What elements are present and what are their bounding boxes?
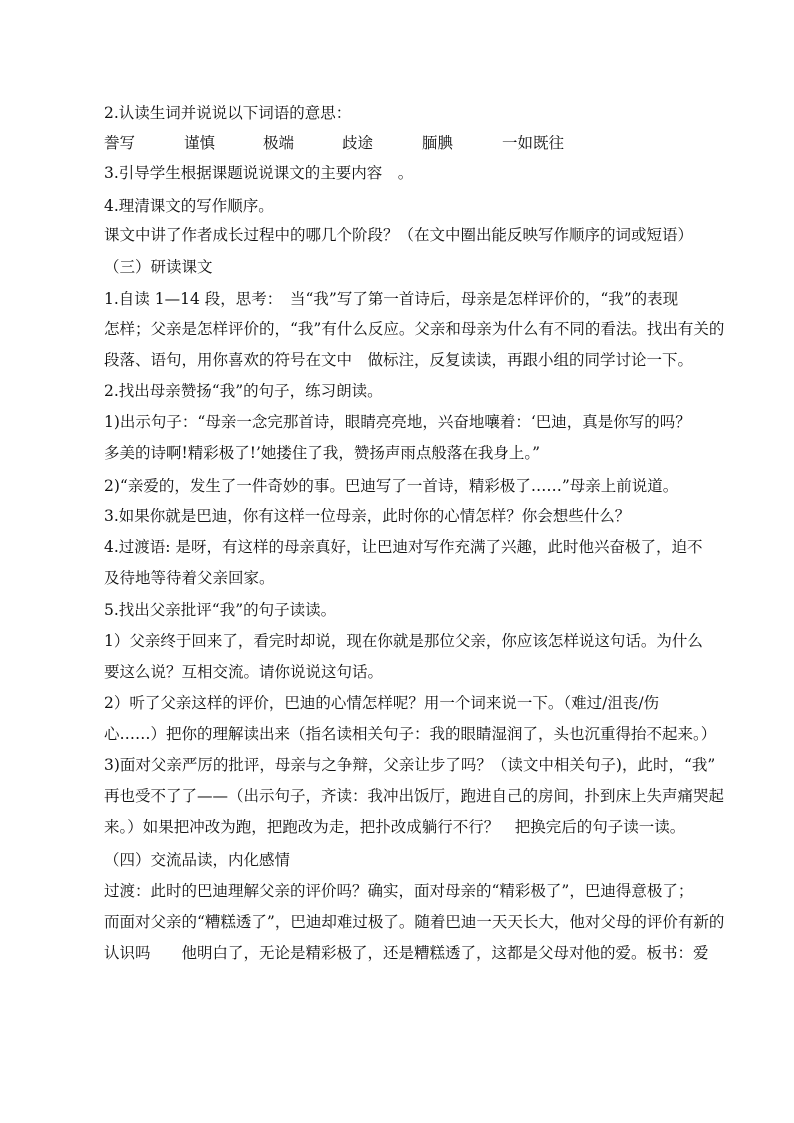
vocab-word: 谨慎 (184, 134, 216, 152)
text-line: 来。）如果把冲改为跑，把跑改为走，把扑改成躺行不行？ 把换完后的句子读一读。 (104, 818, 686, 836)
text-line: 3)面对父亲严厉的批评，母亲与之争辩，父亲让步了吗？（读文中相关句子)，此时，“我” (104, 756, 716, 774)
text-line: 多美的诗啊!精彩极了!’她搂住了我，赞扬声雨点般落在我身上。” (104, 444, 541, 462)
text-line: 1)出示句子：“母亲一念完那首诗，眼睛亮亮地，兴奋地嚷着：‘巴迪，真是你写的吗？ (104, 413, 691, 431)
section-heading: （三）研读课文 (104, 258, 213, 276)
text-line: 课文中讲了作者成长过程中的哪几个阶段？（在文中圈出能反映写作顺序的词或短语） (104, 226, 694, 244)
text-line: 及待地等待着父亲回家。 (104, 569, 275, 587)
text-line: 而面对父亲的“糟糕透了”，巴迪却难过极了。随着巴迪一天天长大，他对父母的评价有新的 (104, 913, 725, 931)
text-line: 心……）把你的理解读出来（指名读相关句子：我的眼睛湿润了，头也沉重得抬不起来。） (104, 725, 717, 743)
vocab-word: 一如既往 (502, 134, 565, 152)
text-line: 2.找出母亲赞扬“我”的句子，练习朗读。 (104, 382, 383, 400)
text-line: 1.自读 1—14 段，思考： 当“我”写了第一首诗后，母亲是怎样评价的，“我”的表现 (104, 290, 679, 308)
text-line: 2.认读生词并说说以下词语的意思： (104, 104, 352, 122)
vocab-word: 誊写 (104, 134, 136, 152)
text-line: 再也受不了了——（出示句子，齐读：我冲出饭厅，跑进自己的房间，扑到床上失声痛哭起 (104, 787, 725, 805)
text-line: 4.理清课文的写作顺序。 (104, 197, 274, 215)
text-line: 3.引导学生根据课题说说课文的主要内容 。 (104, 164, 414, 182)
text-line: 认识吗 他明白了，无论是精彩极了，还是糟糕透了，这都是父母对他的爱。板书：爱 (104, 944, 709, 962)
text-line: 要这么说？互相交流。请你说说这句话。 (104, 663, 384, 681)
vocab-word: 歧途 (342, 134, 374, 152)
vocab-word: 腼腆 (422, 134, 454, 152)
section-heading: （四）交流品读，内化感情 (104, 851, 291, 869)
text-line: 怎样；父亲是怎样评价的，“我”有什么反应。父亲和母亲为什么有不同的看法。找出有关的 (104, 320, 725, 338)
text-line: 2)“亲爱的，发生了一件奇妙的事。巴迪写了一首诗，精彩极了……”母亲上前说道。 (104, 477, 679, 495)
text-line: 3.如果你就是巴迪，你有这样一位母亲，此时你的心情怎样？你会想些什么？ (104, 507, 631, 525)
vocab-word: 极端 (263, 134, 295, 152)
text-line: 段落、语句，用你喜欢的符号在文中 做标注，反复读读，再跟小组的同学讨论一下。 (104, 351, 694, 369)
vocabulary-row (104, 131, 704, 155)
text-line: 4.过渡语: 是呀，有这样的母亲真好，让巴迪对写作充满了兴趣，此时他兴奋极了，迫不 (104, 538, 703, 556)
text-line: 2）听了父亲这样的评价，巴迪的心情怎样呢？用一个词来说一下。（难过/沮丧/伤 (104, 694, 660, 712)
text-line: 5.找出父亲批评“我”的句子读读。 (104, 601, 337, 619)
text-line: 过渡：此时的巴迪理解父亲的评价吗？确实，面对母亲的“精彩极了”，巴迪得意极了； (104, 882, 694, 900)
text-line: 1）父亲终于回来了，看完时却说，现在你就是那位父亲，你应该怎样说这句话。为什么 (104, 632, 703, 650)
